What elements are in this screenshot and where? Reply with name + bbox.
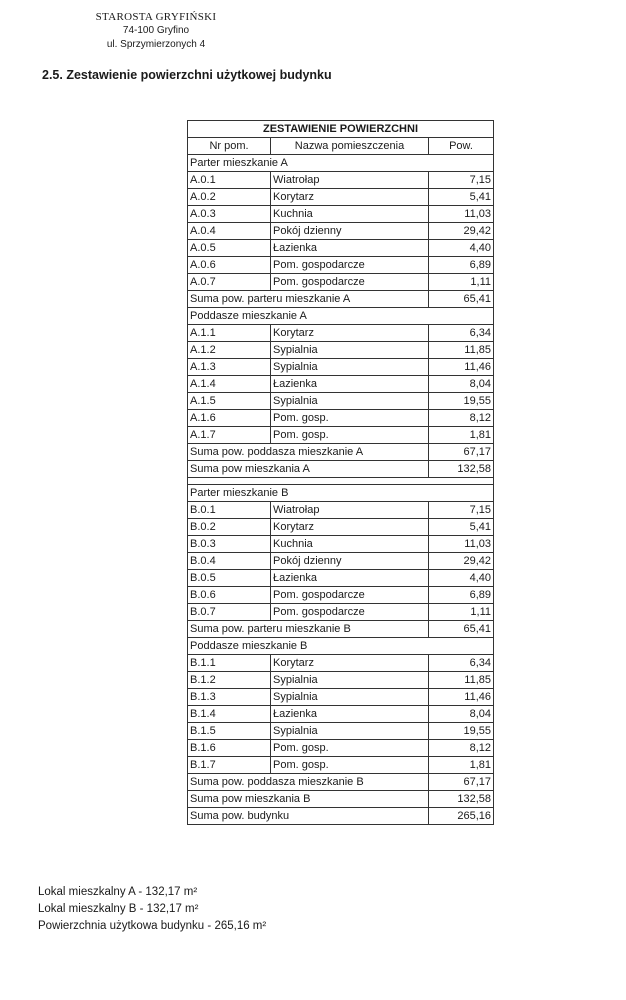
table-row	[188, 502, 494, 519]
sum-value: 132,58	[429, 791, 494, 808]
sum-row	[188, 791, 494, 808]
spacer-cell	[188, 478, 494, 485]
room-name: Pom. gospodarcze	[271, 587, 429, 604]
sum-label: Suma pow. poddasza mieszkanie B	[188, 774, 429, 791]
room-area: 1,81	[429, 757, 494, 774]
summary-line	[38, 901, 266, 918]
room-name: Korytarz	[271, 325, 429, 342]
table-row	[188, 240, 494, 257]
group-header-row	[188, 308, 494, 325]
room-name: Kuchnia	[271, 206, 429, 223]
room-name: Pokój dzienny	[271, 223, 429, 240]
table-row	[188, 342, 494, 359]
group-label: Parter mieszkanie A	[188, 155, 494, 172]
room-area: 11,46	[429, 359, 494, 376]
sum-label: Suma pow. parteru mieszkanie B	[188, 621, 429, 638]
room-number: B.1.7	[188, 757, 271, 774]
room-area: 11,03	[429, 536, 494, 553]
room-area: 19,55	[429, 393, 494, 410]
room-area: 8,04	[429, 376, 494, 393]
room-area: 6,89	[429, 587, 494, 604]
office-stamp	[86, 10, 226, 52]
room-area: 29,42	[429, 223, 494, 240]
room-number: B.1.3	[188, 689, 271, 706]
group-label: Parter mieszkanie B	[188, 485, 494, 502]
sum-label: Suma pow. poddasza mieszkanie A	[188, 444, 429, 461]
area-table	[187, 120, 494, 825]
sum-row	[188, 291, 494, 308]
table-row	[188, 257, 494, 274]
room-area: 4,40	[429, 570, 494, 587]
group-spacer	[188, 478, 494, 485]
room-name: Pom. gosp.	[271, 427, 429, 444]
table-row	[188, 740, 494, 757]
room-number: B.1.1	[188, 655, 271, 672]
room-number: B.0.6	[188, 587, 271, 604]
table-row	[188, 655, 494, 672]
room-area: 29,42	[429, 553, 494, 570]
room-name: Łazienka	[271, 706, 429, 723]
room-area: 1,11	[429, 604, 494, 621]
sum-row	[188, 808, 494, 825]
group-label: Poddasze mieszkanie B	[188, 638, 494, 655]
room-number: B.1.2	[188, 672, 271, 689]
table-row	[188, 757, 494, 774]
room-area: 11,85	[429, 342, 494, 359]
table-row	[188, 553, 494, 570]
table-row	[188, 519, 494, 536]
summary-block	[38, 884, 266, 935]
table-row	[188, 427, 494, 444]
room-area: 5,41	[429, 519, 494, 536]
room-name: Wiatrołap	[271, 502, 429, 519]
room-name: Kuchnia	[271, 536, 429, 553]
room-area: 8,12	[429, 410, 494, 427]
room-number: A.0.3	[188, 206, 271, 223]
room-name: Pom. gosp.	[271, 757, 429, 774]
room-area: 1,11	[429, 274, 494, 291]
room-name: Sypialnia	[271, 342, 429, 359]
room-number: B.0.4	[188, 553, 271, 570]
group-label: Poddasze mieszkanie A	[188, 308, 494, 325]
room-name: Sypialnia	[271, 359, 429, 376]
room-number: B.1.4	[188, 706, 271, 723]
room-name: Pom. gospodarcze	[271, 257, 429, 274]
room-number: A.1.3	[188, 359, 271, 376]
summary-separator: -	[135, 886, 146, 898]
room-number: A.0.1	[188, 172, 271, 189]
room-number: A.1.5	[188, 393, 271, 410]
room-number: B.0.1	[188, 502, 271, 519]
table-row	[188, 536, 494, 553]
room-name: Pom. gospodarcze	[271, 274, 429, 291]
table-row	[188, 359, 494, 376]
sum-row	[188, 461, 494, 478]
room-name: Sypialnia	[271, 393, 429, 410]
group-header-row	[188, 638, 494, 655]
sum-label: Suma pow mieszkania A	[188, 461, 429, 478]
summary-line	[38, 918, 266, 935]
room-area: 5,41	[429, 189, 494, 206]
group-header-row	[188, 485, 494, 502]
sum-label: Suma pow. parteru mieszkanie A	[188, 291, 429, 308]
room-area: 11,85	[429, 672, 494, 689]
summary-label: Lokal mieszkalny A	[38, 886, 136, 898]
summary-value: 132,17 m²	[145, 886, 198, 898]
summary-value: 265,16 m²	[214, 920, 267, 932]
room-number: A.1.1	[188, 325, 271, 342]
room-number: A.1.2	[188, 342, 271, 359]
sum-value: 265,16	[429, 808, 494, 825]
room-number: A.1.7	[188, 427, 271, 444]
stamp-office-name: STAROSTA GRYFIŃSKI	[95, 11, 217, 23]
table-row	[188, 689, 494, 706]
column-header-area: Pow.	[429, 138, 494, 155]
room-number: B.0.5	[188, 570, 271, 587]
room-number: A.1.6	[188, 410, 271, 427]
table-row	[188, 587, 494, 604]
table-row	[188, 706, 494, 723]
room-name: Łazienka	[271, 240, 429, 257]
table-row	[188, 570, 494, 587]
room-area: 6,34	[429, 325, 494, 342]
sum-value: 67,17	[429, 774, 494, 791]
room-area: 6,34	[429, 655, 494, 672]
stamp-street: ul. Sprzymierzonych 4	[106, 39, 206, 50]
area-table-body	[188, 155, 494, 825]
table-row	[188, 604, 494, 621]
room-number: A.1.4	[188, 376, 271, 393]
table-row	[188, 325, 494, 342]
room-area: 11,03	[429, 206, 494, 223]
room-name: Korytarz	[271, 519, 429, 536]
room-area: 7,15	[429, 502, 494, 519]
summary-label: Lokal mieszkalny B	[38, 903, 137, 915]
room-name: Wiatrołap	[271, 172, 429, 189]
room-number: B.1.5	[188, 723, 271, 740]
room-number: A.0.4	[188, 223, 271, 240]
sum-value: 65,41	[429, 621, 494, 638]
room-name: Sypialnia	[271, 689, 429, 706]
room-area: 8,12	[429, 740, 494, 757]
room-area: 7,15	[429, 172, 494, 189]
room-area: 6,89	[429, 257, 494, 274]
room-area: 8,04	[429, 706, 494, 723]
room-name: Korytarz	[271, 189, 429, 206]
room-name: Pokój dzienny	[271, 553, 429, 570]
table-row	[188, 172, 494, 189]
room-name: Pom. gospodarcze	[271, 604, 429, 621]
room-area: 19,55	[429, 723, 494, 740]
table-row	[188, 393, 494, 410]
sum-row	[188, 444, 494, 461]
room-number: A.0.2	[188, 189, 271, 206]
room-name: Sypialnia	[271, 672, 429, 689]
sum-value: 132,58	[429, 461, 494, 478]
column-header-name: Nazwa pomieszczenia	[271, 138, 429, 155]
summary-separator: -	[136, 903, 147, 915]
table-row	[188, 376, 494, 393]
table-row	[188, 206, 494, 223]
table-row	[188, 274, 494, 291]
room-name: Korytarz	[271, 655, 429, 672]
room-name: Sypialnia	[271, 723, 429, 740]
table-row	[188, 672, 494, 689]
sum-value: 67,17	[429, 444, 494, 461]
room-number: B.0.3	[188, 536, 271, 553]
room-area: 11,46	[429, 689, 494, 706]
room-name: Pom. gosp.	[271, 410, 429, 427]
table-row	[188, 223, 494, 240]
room-name: Łazienka	[271, 376, 429, 393]
room-area: 1,81	[429, 427, 494, 444]
sum-label: Suma pow. budynku	[188, 808, 429, 825]
stamp-postal-city: 74-100 Gryfino	[122, 25, 190, 36]
room-number: B.0.2	[188, 519, 271, 536]
sum-label: Suma pow mieszkania B	[188, 791, 429, 808]
section-title: 2.5. Zestawienie powierzchni użytkowej budynku	[42, 68, 332, 82]
group-header-row	[188, 155, 494, 172]
room-number: A.0.5	[188, 240, 271, 257]
room-number: A.0.7	[188, 274, 271, 291]
summary-line	[38, 884, 266, 901]
summary-separator: -	[204, 920, 215, 932]
table-row	[188, 410, 494, 427]
sum-row	[188, 774, 494, 791]
summary-value: 132,17 m²	[146, 903, 199, 915]
room-name: Pom. gosp.	[271, 740, 429, 757]
sum-value: 65,41	[429, 291, 494, 308]
room-number: B.1.6	[188, 740, 271, 757]
summary-label: Powierzchnia użytkowa budynku	[38, 920, 205, 932]
table-title: ZESTAWIENIE POWIERZCHNI	[188, 121, 494, 138]
room-area: 4,40	[429, 240, 494, 257]
room-name: Łazienka	[271, 570, 429, 587]
room-number: A.0.6	[188, 257, 271, 274]
table-row	[188, 723, 494, 740]
sum-row	[188, 621, 494, 638]
table-row	[188, 189, 494, 206]
room-number: B.0.7	[188, 604, 271, 621]
column-header-number: Nr pom.	[188, 138, 271, 155]
